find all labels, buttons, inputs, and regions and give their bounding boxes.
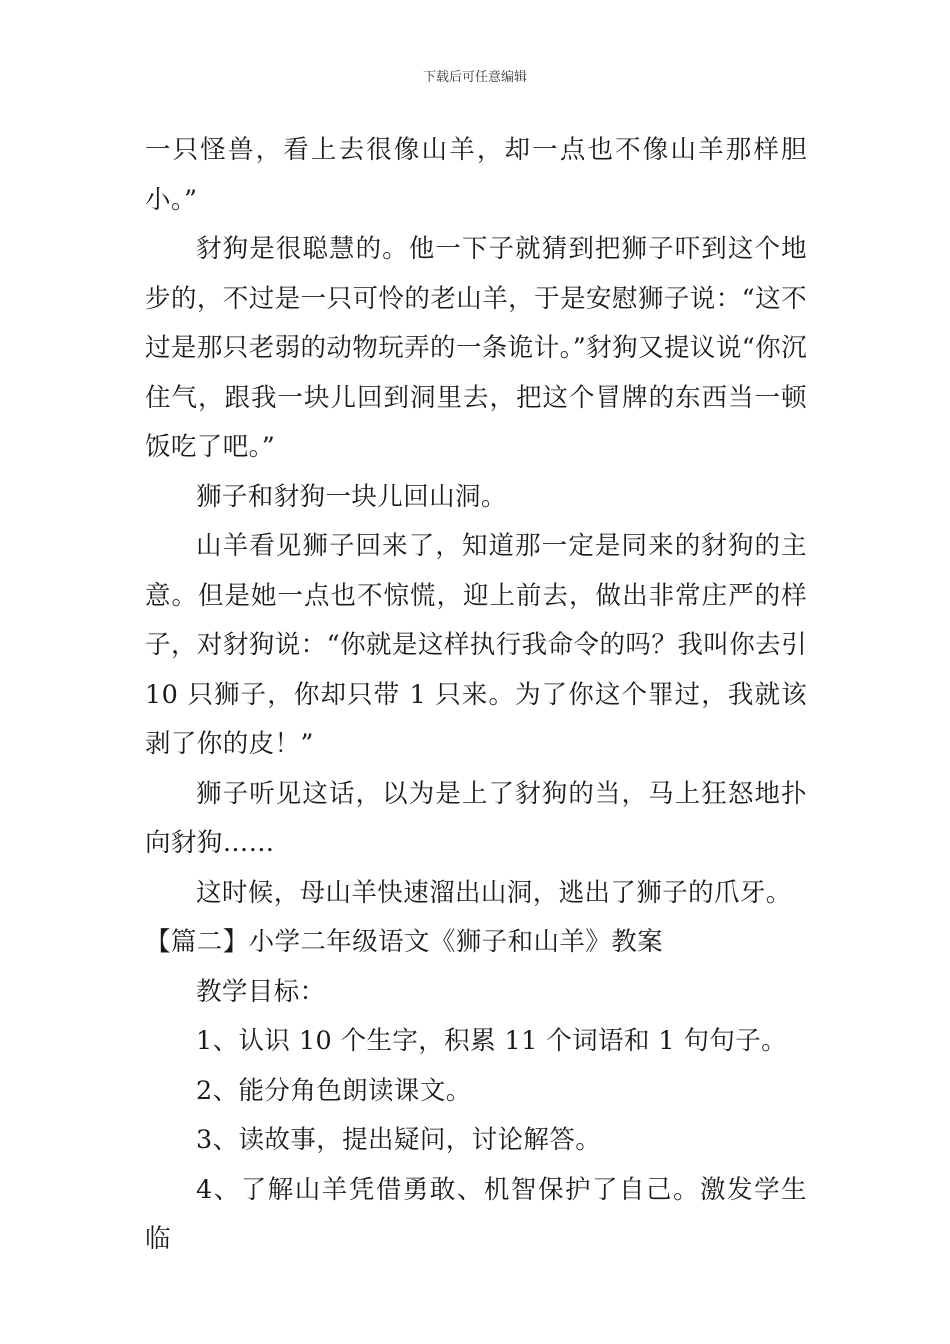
objective-item-2: 2、能分角色朗读课文。	[196, 1075, 472, 1106]
section-heading: 【篇二】小学二年级语文《狮子和山羊》教案	[145, 927, 664, 957]
objective-item-4: 4、了解山羊凭借勇敢、机智保护了自己。激发学生临	[145, 1174, 807, 1254]
paragraph-jackal-advice: 豺狗是很聪慧的。他一下子就猜到把狮子吓到这个地步的，不过是一只可怜的老山羊，于是安慰狮子说：“这不过是那只老弱的动物玩弄的一条诡计。”豺狗又提议说“你沉住气，跟我一块儿回到洞里去，把这个冒牌的东西当一顿饭吃了吧。”	[145, 234, 807, 462]
page-header: 下载后可任意编辑	[422, 70, 527, 85]
paragraph-goat-escapes: 这时候，母山羊快速溜出山洞，逃出了狮子的爪牙。	[196, 877, 792, 908]
objective-item-1: 1、认识 10 个生字，积累 11 个词语和 1 句句子。	[196, 1026, 788, 1056]
document-body	[145, 126, 807, 1265]
objective-item-3: 3、读故事，提出疑问，讨论解答。	[196, 1125, 602, 1155]
paragraph-goat-response: 山羊看见狮子回来了，知道那一定是同来的豺狗的主意。但是她一点也不惊慌，迎上前去，做出非常庄严的样子，对豺狗说：“你就是这样执行我命令的吗？我叫你去引 10 只狮子，你却只带 1 只来。为了你这个罪过，我就该剥了你的皮！”	[145, 531, 807, 759]
paragraph-return-to-cave: 狮子和豺狗一块儿回山洞。	[196, 481, 507, 512]
paragraph-lion-attacks: 狮子听见这话，以为是上了豺狗的当，马上狂怒地扑向豺狗……	[145, 778, 807, 858]
objectives-heading: 教学目标：	[196, 976, 326, 1007]
paragraph-story-continuation: 一只怪兽，看上去很像山羊，却一点也不像山羊那样胆小。”	[145, 135, 807, 215]
